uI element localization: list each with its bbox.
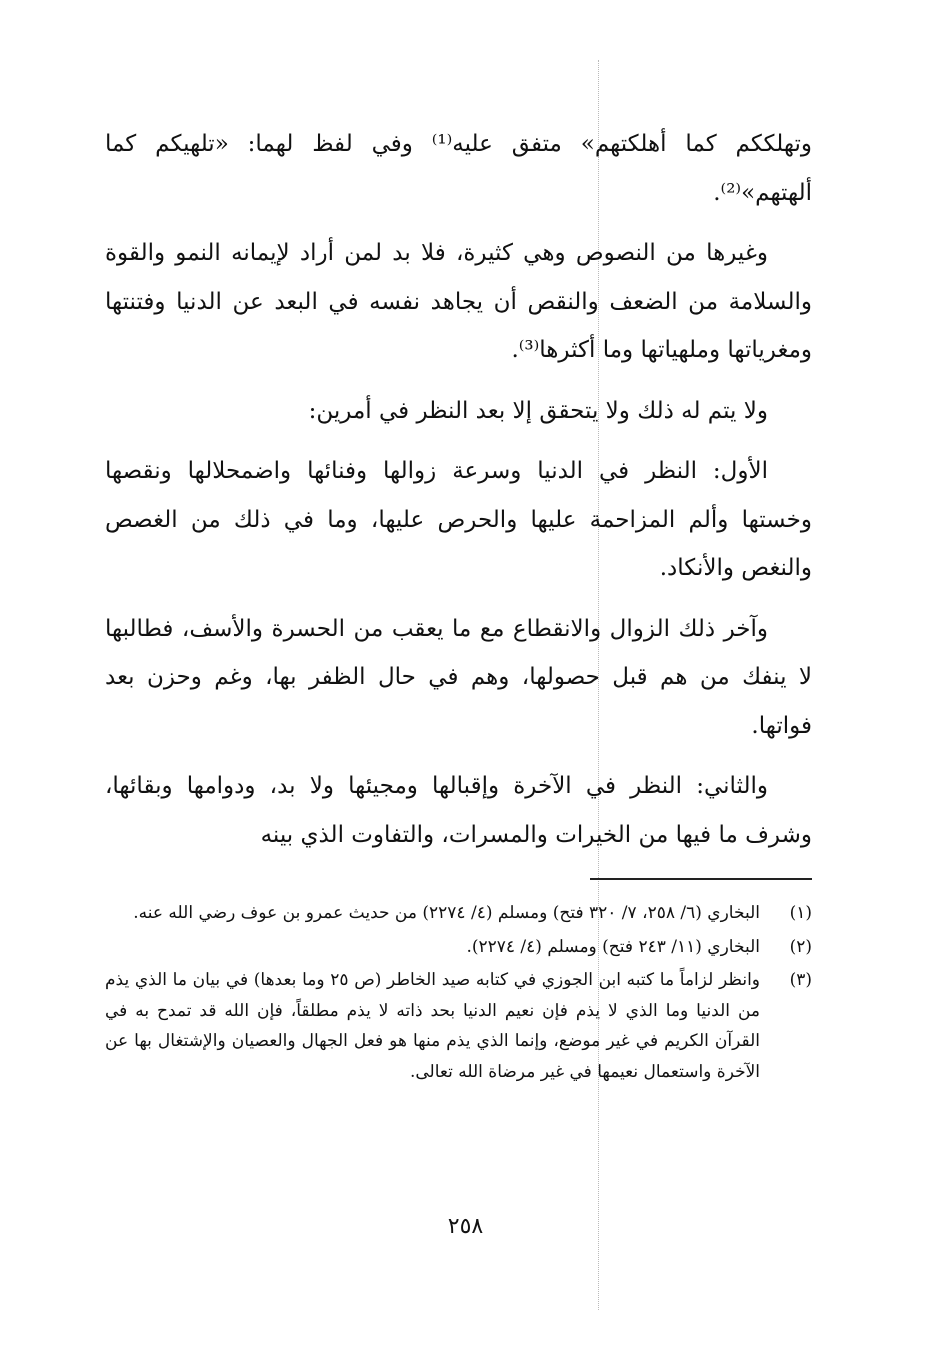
footnotes: [105, 898, 812, 1090]
footnote-3: [105, 965, 812, 1087]
paragraph-2: وغيرها من النصوص وهي كثيرة، فلا بد لمن أراد لإيمانه النمو والقوة والسلامة من الضعف والنقص أن يجاهد نفسه في البعد عن الدنيا وفتنتها ومغرياتها وملهياتها وما أكثرها⁽³⁾.: [105, 240, 812, 363]
footnote-separator: [590, 878, 812, 880]
paragraph-4: الأول: النظر في الدنيا وسرعة زوالها وفنائها واضمحلالها ونقصها وخستها وألم المزاحمة عليها والحرص عليها، وما في ذلك من الغصص والنغص والأنكاد.: [105, 458, 812, 581]
paragraph-3: ولا يتم له ذلك ولا يتحقق إلا بعد النظر في أمرين:: [308, 397, 768, 424]
footnote-number: (١): [789, 903, 812, 923]
footnote-number: (٢): [789, 936, 812, 957]
page-number: ٢٥٨: [447, 1214, 484, 1239]
footnote-1: [105, 898, 812, 929]
footnote-number: (٣): [789, 970, 812, 990]
paragraph-5: وآخر ذلك الزوال والانقطاع مع ما يعقب من الحسرة والأسف، فطالبها لا ينفك من هم قبل حصولها، وهم في حال الظفر بها، وغم وحزن بعد فواتها.: [105, 615, 812, 739]
footnote-text: البخاري (٦/ ٢٥٨، ٧/ ٣٢٠ فتح) ومسلم (٤/ ٢٢٧٤) من حديث عمرو بن عوف رضي الله عنه.: [133, 903, 760, 923]
paragraph-6: والثاني: النظر في الآخرة وإقبالها ومجيئها ولا بد، ودوامها وبقائها، وشرف ما فيها من الخيرات والمسرات، والتفاوت الذي بينه: [105, 773, 812, 848]
main-text: [105, 120, 812, 871]
paragraph-1: وتهلككم كما أهلكتهم» متفق عليه⁽¹⁾ وفي لفظ لهما: «تلهيكم كما ألهتهم»⁽²⁾.: [105, 131, 812, 206]
footnote-2: [105, 932, 812, 963]
footnote-text: البخاري (١١/ ٢٤٣ فتح) ومسلم (٤/ ٢٢٧٤).: [466, 936, 760, 957]
footnote-text: وانظر لزاماً ما كتبه ابن الجوزي في كتابه صيد الخاطر (ص ٢٥ وما بعدها) في بيان ما الذي يذم من الدنيا وما الذي لا يذم فإن نعيم الدنيا بحد ذاته لا يذم مطلقاً، فإن الله قد تمدح به في القرآن الكريم في غير موضع، وإنما الذي يذم منها هو فعل الجهال والعصيان والإشتغال بها عن الآخرة واستعمال نعيمها في غير مرضاة الله تعالى.: [105, 970, 760, 1082]
